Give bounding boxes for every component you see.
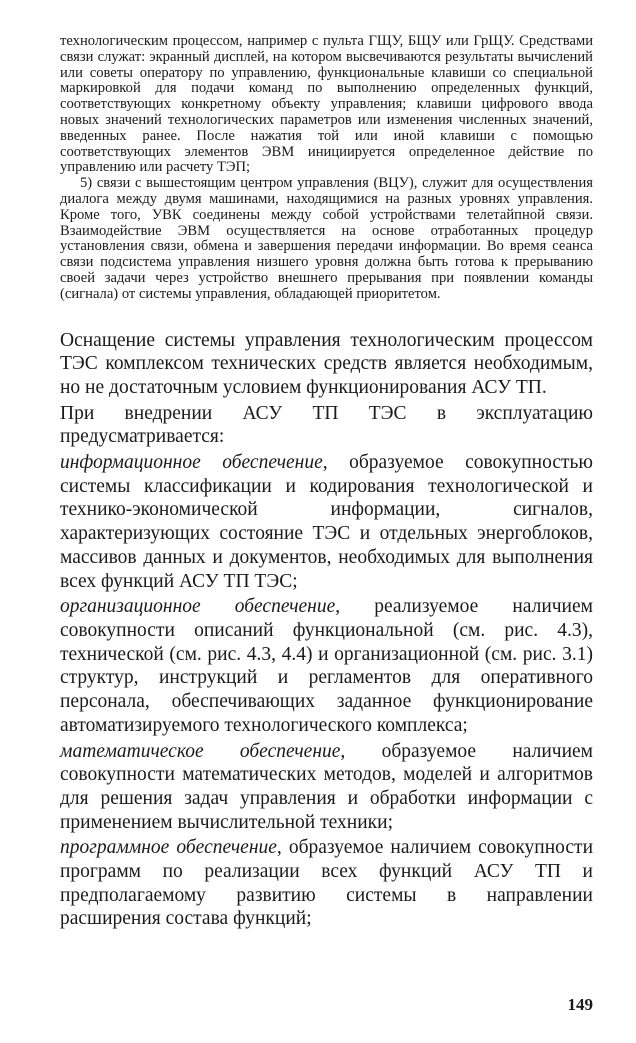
small-print-block [60, 34, 593, 303]
definition-organizational: , реализуемое наличием совокупности описаний функциональной (см. рис. 4.3), технической (см. рис. 4.3, 4.4) и организационной (см. рис. 3.1) структур, инструкций и регламентов для оперативного персонала, обеспечивающих заданное функционирование автоматизируемого технологического комплекса; [60, 596, 593, 736]
main-text-block [60, 329, 593, 932]
list-item-information [60, 451, 593, 593]
list-item-organizational [60, 595, 593, 737]
definition-information: , образуемое совокупностью системы классификации и кодирования технологической и технико-экономической информации, сигналов, характеризующих состояние ТЭС и отдельных энергоблоков, массивов данных и документов, необходимых для выполнения всех функций АСУ ТП ТЭС; [60, 452, 593, 592]
paragraph-list-lead: При внедрении АСУ ТП ТЭС в эксплуатацию предусматривается: [60, 402, 593, 448]
paragraph-continuation: технологическим процессом, например с пульта ГЩУ, БЩУ или ГрЩУ. Средствами связи служат: экранный дисплей, на котором высвечиваются результаты вычислений или советы оператору по управлению, функциональные клавиши со специальной маркировкой для подачи команд по выполнению определенных функций, соответствующих конкретному объекту управления; клавиши цифрового ввода новых значений технологических параметров или изменения численных значений, введенных ранее. После нажатия той или иной клавиши с помощью соответствующих элементов ЭВМ инициируется определенное действие по управлению или расчету ТЭП; [60, 33, 593, 176]
paragraph-intro: Оснащение системы управления технологическим процессом ТЭС комплексом технических средств является необходимым, но не достаточным условием функционирования АСУ ТП. [60, 329, 593, 398]
definition-software: , образуемое наличием совокупности программ по реализации всех функций АСУ ТП и предполагаемому развитию системы в направлении расширения состава функций; [60, 837, 593, 930]
term-information: информационное обеспечение [60, 452, 323, 474]
term-mathematical: математическое обеспечение [60, 740, 341, 762]
list-item-mathematical [60, 740, 593, 835]
list-item-software [60, 836, 593, 931]
term-organizational: организационное обеспечение [60, 596, 336, 618]
paragraph-item-5: 5) связи с вышестоящим центром управления (ВЦУ), служит для осуществления диалога между двумя машинами, находящимися на разных уровнях управления. Кроме того, УВК соединены между собой устройствами телетайпной связи. Взаимодействие ЭВМ осуществляется на основе отработанных процедур установления связи, обмена и завершения передачи информации. Во время сеанса связи подсистема управления низшего уровня должна быть готова к прерыванию своей задачи через устройство внешнего прерывания при появлении команды (сигнала) от системы управления, обладающей приоритетом. [60, 175, 593, 302]
page-number: 149 [567, 995, 593, 1014]
term-software: программное обеспечение [60, 837, 277, 859]
definition-mathematical: , образуемое наличием совокупности математических методов, моделей и алгоритмов для решения задач управления и обработки информации с применением вычислительной техники; [60, 740, 593, 833]
